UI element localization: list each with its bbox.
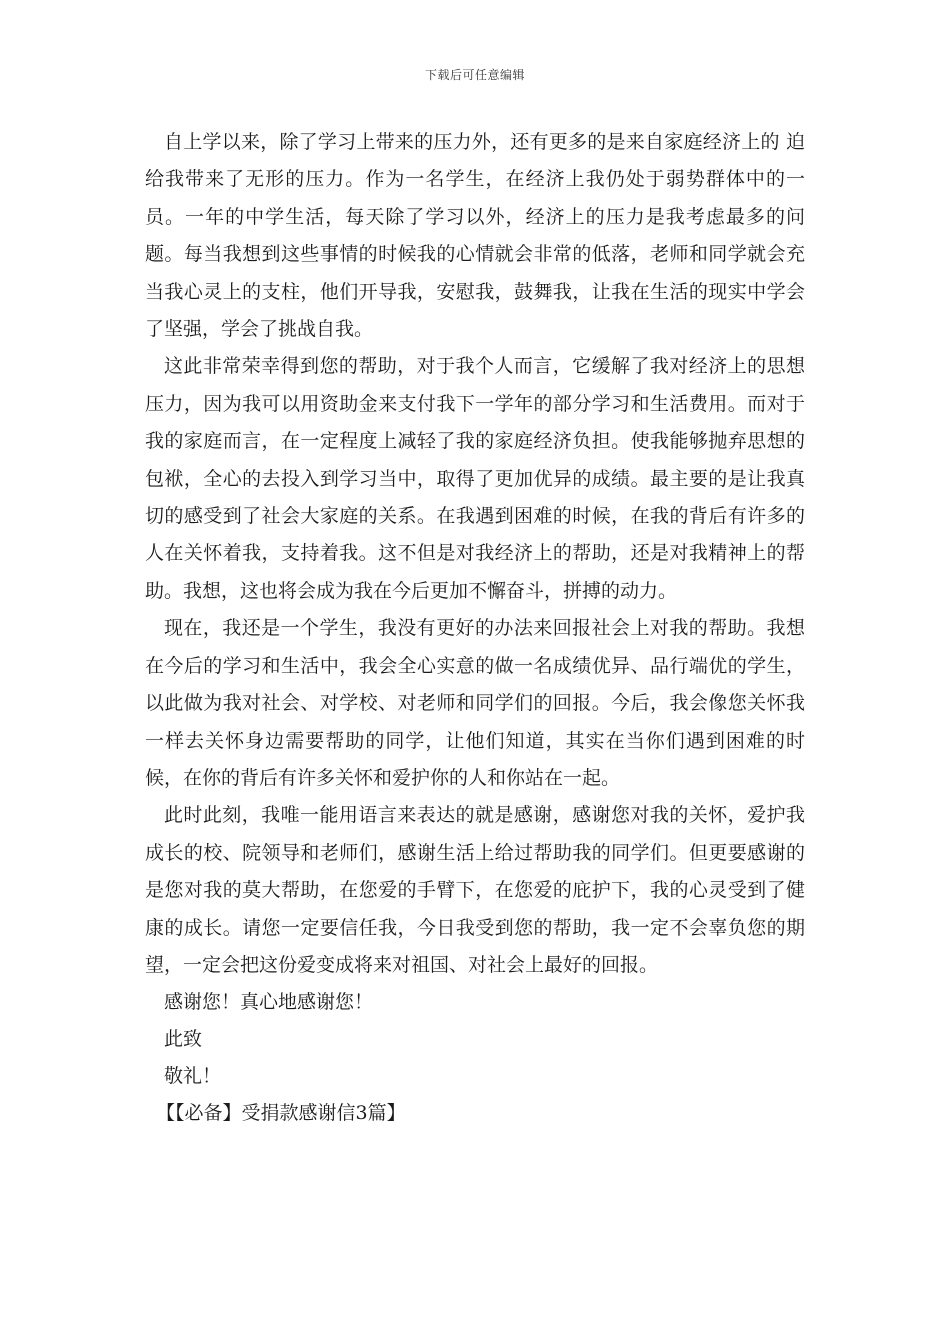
paragraph-3: 现在，我还是一个学生，我没有更好的办法来回报社会上对我的帮助。我想在今后的学习和生活中，我会全心实意的做一名成绩优异、品行端优的学生，以此做为我对社会、对学校、对老师和同学们的回报。今后，我会像您关怀我一样去关怀身边需要帮助的同学，让他们知道，其实在当你们遇到困难的时候，在你的背后有许多关怀和爱护你的人和你站在一起。 bbox=[145, 617, 805, 789]
letter-body bbox=[145, 124, 805, 1132]
page-header: 下载后可任意编辑 bbox=[424, 68, 525, 82]
closing-thanks: 感谢您！真心地感谢您！ bbox=[164, 991, 374, 1014]
paragraph-2: 这此非常荣幸得到您的帮助，对于我个人而言，它缓解了我对经济上的思想压力，因为我可以用资助金来支付我下一学年的部分学习和生活费用。而对于我的家庭而言，在一定程度上减轻了我的家庭经济负担。使我能够抛弃思想的包袱，全心的去投入到学习当中，取得了更加优异的成绩。最主要的是让我真切的感受到了社会大家庭的关系。在我遇到困难的时候，在我的背后有许多的人在关怀着我，支持着我。这不但是对我经济上的帮助，还是对我精神上的帮助。我想，这也将会成为我在今后更加不懈奋斗，拼搏的动力。 bbox=[145, 355, 805, 602]
related-title: 【【必备】受捐款感谢信3篇】 bbox=[156, 1102, 406, 1125]
paragraph-1: 自上学以来，除了学习上带来的压力外，还有更多的是来自家庭经济上的 迫给我带来了无形的压力。作为一名学生，在经济上我仍处于弱势群体中的一员。一年的中学生活，每天除了学习以外，经济上的压力是我考虑最多的问题。每当我想到这些事情的时候我的心情就会非常的低落，老师和同学就会充当我心灵上的支柱，他们开导我，安慰我，鼓舞我，让我在生活的现实中学会了坚强，学会了挑战自我。 bbox=[145, 131, 805, 341]
closing-salutation-1: 此致 bbox=[164, 1028, 203, 1051]
paragraph-4: 此时此刻，我唯一能用语言来表达的就是感谢，感谢您对我的关怀，爱护我成长的校、院领导和老师们，感谢生活上给过帮助我的同学们。但更要感谢的是您对我的莫大帮助，在您爱的手臂下，在您爱的庇护下，我的心灵受到了健康的成长。请您一定要信任我，今日我受到您的帮助，我一定不会辜负您的期望，一定会把这份爱变成将来对祖国、对社会上最好的回报。 bbox=[145, 804, 805, 976]
closing-salutation-2: 敬礼！ bbox=[164, 1065, 222, 1088]
